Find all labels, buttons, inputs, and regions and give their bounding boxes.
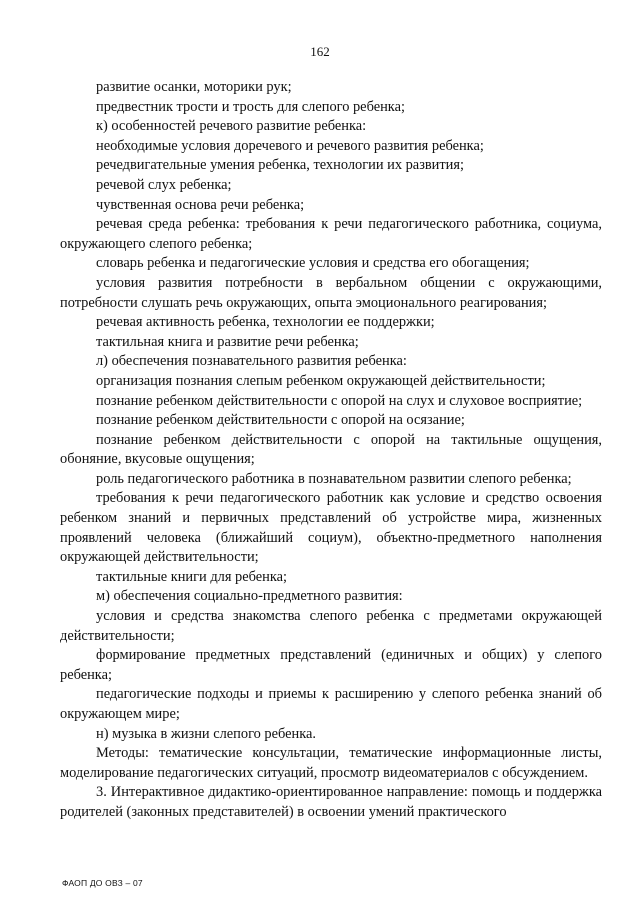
paragraph: тактильная книга и развитие речи ребенка; bbox=[96, 333, 359, 350]
paragraph: познание ребенком действительности с опорой на слух и слуховое восприятие; bbox=[96, 392, 583, 409]
document-body bbox=[60, 78, 602, 823]
paragraph: 3. Интерактивное дидактико-ориентированное направление: помощь и поддержка родителей (законных представителей) в освоении умений практического bbox=[60, 784, 602, 820]
paragraph: речевая активность ребенка, технологии ее поддержки; bbox=[96, 314, 435, 331]
paragraph: условия и средства знакомства слепого ребенка с предметами окружающей действительности; bbox=[60, 608, 602, 644]
paragraph: условия развития потребности в вербальном общении с окружающими, потребности слушать речь окружающих, опыта эмоционального реагирования; bbox=[60, 274, 602, 311]
paragraph: л) обеспечения познавательного развития ребенка: bbox=[96, 353, 407, 370]
paragraph: развитие осанки, моторики рук; bbox=[96, 79, 292, 95]
page-number: 162 bbox=[310, 44, 330, 59]
paragraph: требования к речи педагогического работник как условие и средство освоения ребенком знаний и первичных представлений об устройстве мира, жизненных проявлений человека (ближайший социум), объектно-предметного наполнения окружающей действительности; bbox=[60, 490, 602, 566]
paragraph: речедвигательные умения ребенка, технологии их развития; bbox=[96, 157, 464, 174]
paragraph: формирование предметных представлений (единичных и общих) у слепого ребенка; bbox=[60, 647, 602, 683]
paragraph: организация познания слепым ребенком окружающей действительности; bbox=[96, 372, 546, 389]
paragraph: речевая среда ребенка: требования к речи педагогического работника, социума, окружающего слепого ребенка; bbox=[60, 216, 602, 252]
paragraph: к) особенностей речевого развитие ребенка: bbox=[96, 118, 367, 135]
paragraph: чувственная основа речи ребенка; bbox=[96, 196, 305, 213]
paragraph: познание ребенком действительности с опорой на осязание; bbox=[96, 412, 465, 429]
paragraph: роль педагогического работника в познавательном развитии слепого ребенка; bbox=[96, 470, 572, 487]
document-footer: ФАОП ДО ОВЗ – 07 bbox=[62, 878, 143, 888]
paragraph: необходимые условия доречевого и речевого развития ребенка; bbox=[96, 137, 484, 154]
paragraph: словарь ребенка и педагогические условия и средства его обогащения; bbox=[96, 255, 530, 272]
paragraph: речевой слух ребенка; bbox=[96, 176, 232, 193]
paragraph: познание ребенком действительности с опорой на тактильные ощущения, обоняние, вкусовые ощущения; bbox=[60, 431, 602, 468]
paragraph: тактильные книги для ребенка; bbox=[96, 568, 288, 585]
paragraph: педагогические подходы и приемы к расширению у слепого ребенка знаний об окружающем мире; bbox=[60, 686, 602, 722]
paragraph: Методы: тематические консультации, тематические информационные листы, моделирование педагогических ситуаций, просмотр видеоматериалов с обсуждением. bbox=[60, 745, 602, 781]
paragraph: м) обеспечения социально-предметного развития: bbox=[96, 588, 403, 605]
paragraph: н) музыка в жизни слепого ребенка. bbox=[96, 725, 316, 742]
paragraph: предвестник трости и трость для слепого ребенка; bbox=[96, 98, 405, 115]
